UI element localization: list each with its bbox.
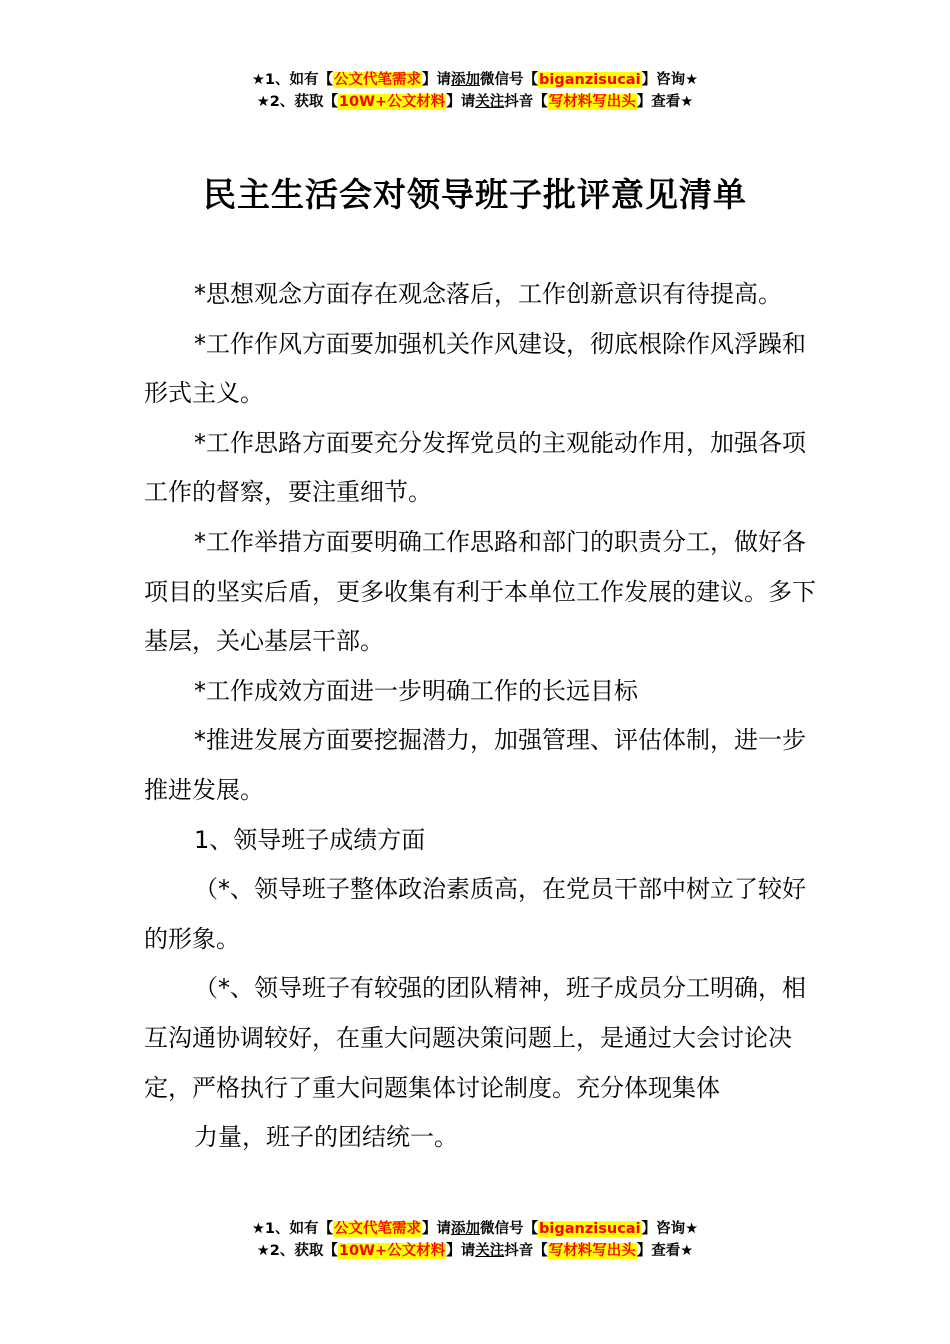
promo-highlight: 公文代笔需求 xyxy=(334,1221,422,1237)
promo-text: 抖音【 xyxy=(504,1243,548,1259)
promo-highlight: 写材料写出头 xyxy=(548,1243,636,1259)
paragraph: *思想观念方面存在观念落后，工作创新意识有待提高。 xyxy=(194,280,782,308)
promo-text: 】咨询★ xyxy=(641,72,699,88)
promo-text: 】请 xyxy=(446,1243,476,1259)
promo-underline: 添加 xyxy=(451,1221,481,1237)
promo-highlight: 10W+公文材料 xyxy=(338,1243,446,1259)
promo-line-2 xyxy=(0,1240,950,1262)
promo-text: ★1、如有【 xyxy=(251,72,334,88)
document-body xyxy=(144,270,816,1163)
promo-text: 】咨询★ xyxy=(641,1221,699,1237)
promo-text: 】查看★ xyxy=(636,1243,694,1259)
promo-text: 】请 xyxy=(422,72,452,88)
promo-text: ★1、如有【 xyxy=(251,1221,334,1237)
promo-underline: 关注 xyxy=(475,1243,505,1259)
paragraph: *推进发展方面要挖掘潜力，加强管理、评估体制，进一步推进发展。 xyxy=(144,726,806,804)
promo-highlight: 公文代笔需求 xyxy=(334,72,422,88)
paragraph: *工作思路方面要充分发挥党员的主观能动作用，加强各项工作的督察，要注重细节。 xyxy=(144,428,806,507)
paragraph: *工作作风方面要加强机关作风建设，彻底根除作风浮躁和形式主义。 xyxy=(144,329,806,408)
promo-text: 】请 xyxy=(422,1221,452,1237)
promo-text: 】查看★ xyxy=(636,94,694,110)
promo-text: 抖音【 xyxy=(504,94,548,110)
paragraph: （*、领导班子有较强的团队精神，班子成员分工明确，相互沟通协调较好，在重大问题决策问题上，是通过大会讨论决定，严格执行了重大问题集体讨论制度。充分体现集体 xyxy=(144,974,806,1102)
document-title: 民主生活会对领导班子批评意见清单 xyxy=(203,175,747,214)
promo-footer xyxy=(0,1218,950,1262)
promo-text: 微信号【 xyxy=(480,72,539,88)
promo-text: ★2、获取【 xyxy=(256,1243,338,1259)
promo-line-1 xyxy=(0,69,950,91)
paragraph: 力量，班子的团结统一。 xyxy=(194,1123,458,1152)
promo-line-1 xyxy=(0,1218,950,1240)
paragraph: *工作举措方面要明确工作思路和部门的职责分工，做好各项目的坚实后盾，更多收集有利于本单位工作发展的建议。多下基层，关心基层干部。 xyxy=(144,527,816,656)
promo-text: ★2、获取【 xyxy=(256,94,338,110)
paragraph: *工作成效方面进一步明确工作的长远目标 xyxy=(194,676,638,705)
promo-text: 】请 xyxy=(446,94,476,110)
promo-header xyxy=(0,69,950,113)
promo-line-2 xyxy=(0,91,950,113)
promo-highlight: 写材料写出头 xyxy=(548,94,636,110)
promo-highlight: biganzisucai xyxy=(539,1221,641,1237)
promo-underline: 关注 xyxy=(475,94,505,110)
section-heading: 1、领导班子成绩方面 xyxy=(194,825,426,854)
paragraph: （*、领导班子整体政治素质高，在党员干部中树立了较好的形象。 xyxy=(144,875,806,953)
promo-underline: 添加 xyxy=(451,72,481,88)
promo-highlight: biganzisucai xyxy=(539,72,641,88)
promo-highlight: 10W+公文材料 xyxy=(338,94,446,110)
promo-text: 微信号【 xyxy=(480,1221,539,1237)
